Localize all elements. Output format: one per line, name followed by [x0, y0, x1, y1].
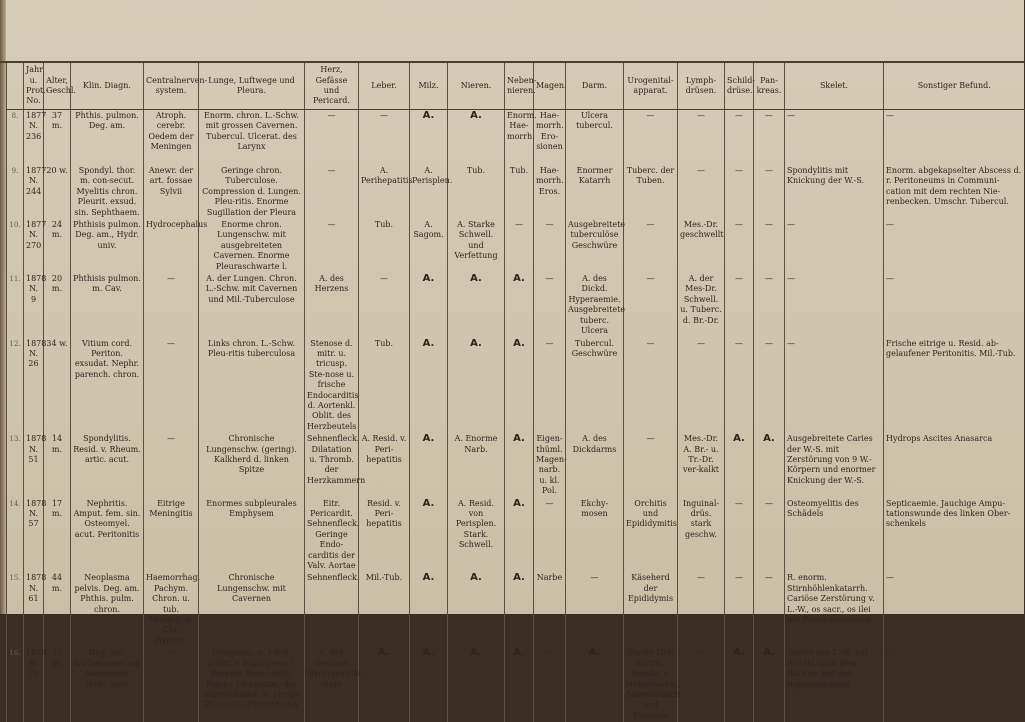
table-cell: A. Sagom. — [410, 219, 448, 273]
table-cell: Enorm. abgekapselter Abscess d. r. Peritoneums in Communi-cation mit dem rechten Nie-renbecken. Umschr. Tubercul. — [884, 165, 1025, 219]
table-cell: Neoplasma pelvis. Deg. am. Phthis. pulm. chron. — [71, 572, 144, 647]
col-header: Pan-kreas. — [754, 63, 785, 110]
header-row — [7, 63, 1025, 110]
table-cell: Frische eitrige u. Resid. ab-gelaufener Peritonitis. Mil.-Tub. — [884, 338, 1025, 434]
table-cell: — — [754, 338, 785, 434]
table-cell: Enormer Katarrh — [566, 165, 624, 219]
table-cell: Atroph. cerebr. Oedem der Meningen — [144, 110, 199, 166]
table-cell: 14 m. — [44, 433, 71, 497]
table-row — [7, 433, 1025, 497]
table-cell: Stenose d. mitr. u. tricusp. Ste-nose u. frische Endocarditis d. Aortenkl. Oblit. des Herzbeutels — [305, 338, 359, 434]
table-cell: — — [144, 338, 199, 434]
table-cell: — — [305, 219, 359, 273]
table-row — [7, 647, 1025, 722]
table-cell: — — [754, 273, 785, 337]
table-cell: 15. — [7, 572, 24, 647]
table-cell: Chronische Lungenschw. mit Cavernen — [199, 572, 305, 647]
table-cell: Vitium cord. Periton. exsudat. Nephr. parench. chron. — [71, 338, 144, 434]
table-cell: — — [534, 338, 566, 434]
table-cell: — — [884, 572, 1025, 647]
col-header: Neben-nieren. — [505, 63, 534, 110]
table-cell: — — [725, 273, 754, 337]
col-header: Magen. — [534, 63, 566, 110]
table-cell: 1877 N. 270 — [24, 219, 44, 273]
table-cell: Starke Ure-thritis. Verkäs. v. Nebenhoden, Samenbläsch. und Prostata — [624, 647, 678, 722]
table-cell: Compress. u. lobul. Infiltr. r. Emphysem l. Enorme Bron-chitis. Flache Ulceration. der Stimmbänder. R. eitrige Pleu-ritis. Hydrothorax — [199, 647, 305, 722]
table-cell: — — [624, 219, 678, 273]
table-cell: 1878 N. 9 — [24, 273, 44, 337]
col-header: Jahr u. Prot.-No. — [24, 63, 44, 110]
col-header — [7, 63, 24, 110]
table-cell: Eitr. Pericardit. Sehnenfleck. Geringe Endo-carditis der Valv. Aortae — [305, 498, 359, 573]
table-cell: Caries von L.-W. mit Fisteln nach dem Rücken und der Inguinalgegend — [785, 647, 884, 722]
table-cell: 17 m. — [44, 498, 71, 573]
table-cell: Ekchy-mosen — [566, 498, 624, 573]
table-cell: A. Perihepatitis — [359, 165, 410, 219]
table-cell: A. — [505, 647, 534, 722]
col-header: Nieren. — [448, 63, 505, 110]
table-cell: 34 w. — [44, 338, 71, 434]
table-cell: Spondylitis. Resid. v. Rheum. artic. acut. — [71, 433, 144, 497]
table-cell: Mes.-Dr. A. Br.- u. Tr.-Dr. ver-kalkt — [678, 433, 725, 497]
table-cell: — — [884, 273, 1025, 337]
table-cell: — — [305, 165, 359, 219]
table-row — [7, 165, 1025, 219]
table-cell: A. des Herzens — [305, 273, 359, 337]
table-cell: Enorm. Hae-morrh. — [505, 110, 534, 166]
table-cell: 9. — [7, 165, 24, 219]
table-cell: A. — [410, 110, 448, 166]
table-cell: A. — [410, 273, 448, 337]
table-cell: — — [785, 273, 884, 337]
table-cell: Käseherd der Epididymis — [624, 572, 678, 647]
table-cell: A. — [448, 647, 505, 722]
table-cell: Enorm. chron. L.-Schw. mit grossen Cavernen. Tubercul. Ulcerat. des Larynx — [199, 110, 305, 166]
table-row — [7, 572, 1025, 647]
table-cell: — — [678, 338, 725, 434]
table-row — [7, 219, 1025, 273]
table-cell: Deg. am. Wirbelcaries mit Abscessen. Hydr. univ. — [71, 647, 144, 722]
table-row — [7, 273, 1025, 337]
table-cell: — — [624, 338, 678, 434]
col-header: Herz, Gefässe und Pericard. — [305, 63, 359, 110]
table-cell: — — [754, 110, 785, 166]
table-cell: — — [785, 219, 884, 273]
table-cell: A. — [410, 433, 448, 497]
table-cell: Hydrocephalus — [144, 219, 199, 273]
table-cell: Tub. — [505, 165, 534, 219]
table-cell: — — [505, 219, 534, 273]
table-cell: Enorme chron. Lungenschw. mit ausgebreiteten Cavernen. Enorme Pleuraschwarte l. — [199, 219, 305, 273]
table-cell: Eitrige Meningitis — [144, 498, 199, 573]
table-cell: Tub. — [448, 165, 505, 219]
table-cell: — — [566, 572, 624, 647]
table-cell: A. Resid. v. Peri-hepatitis — [359, 433, 410, 497]
table-cell: Osteomyelitis des Schädels — [785, 498, 884, 573]
table-cell: Ulcera tubercul. — [566, 110, 624, 166]
table-cell: Hae-morrh. Eros. — [534, 165, 566, 219]
table-cell: — — [534, 219, 566, 273]
table-cell: 1878 N. 26 — [24, 338, 44, 434]
table-cell: 1878 N. 51 — [24, 433, 44, 497]
table-cell: Hydrops Ascites Anasarca — [884, 433, 1025, 497]
table-cell: A. — [410, 338, 448, 434]
table-cell: — — [678, 572, 725, 647]
table-cell: 1878 N. 73 — [24, 647, 44, 722]
col-header: Sonstiger Befund. — [884, 63, 1025, 110]
table-cell: — — [785, 338, 884, 434]
table-cell: 16. — [7, 647, 24, 722]
col-header: Darm. — [566, 63, 624, 110]
table-cell: — — [534, 647, 566, 722]
autopsy-table — [6, 63, 1025, 722]
table-cell: 20 w. — [44, 165, 71, 219]
table-cell: A. — [505, 273, 534, 337]
table-cell: Orchitis und Epididymitis — [624, 498, 678, 573]
table-cell: — — [754, 498, 785, 573]
table-cell: — — [754, 165, 785, 219]
table-cell: Tuberc. der Tuben. — [624, 165, 678, 219]
table-cell: Spondylitis mit Knickung der W.-S. — [785, 165, 884, 219]
table-cell: Inguinal-drüs. stark geschw. — [678, 498, 725, 573]
table-cell: Haemorrhag. Pachym. Chron. u. tub. Mening. d. Chr. Hydroc. — [144, 572, 199, 647]
table-cell: 1878 N. 57 — [24, 498, 44, 573]
table-cell: — — [884, 219, 1025, 273]
table-cell: — — [305, 110, 359, 166]
table-row — [7, 338, 1025, 434]
table-cell: A. — [359, 647, 410, 722]
table-cell: A. — [505, 338, 534, 434]
table-cell: 11. — [7, 273, 24, 337]
table-cell: A. der Herzens. Hydropericar-dium — [305, 647, 359, 722]
table-cell: A. — [410, 572, 448, 647]
table-cell: Anewr. der art. fossae Sylvii — [144, 165, 199, 219]
table-cell: Tub. — [359, 219, 410, 273]
table-cell: A. — [448, 110, 505, 166]
table-cell: Sehnenfleck. Dilatation u. Thromb. der Herzkammern — [305, 433, 359, 497]
table-cell: Enormes subpleurales Emphysem — [199, 498, 305, 573]
table-cell: Ausgebreitete tuberculöse Geschwüre — [566, 219, 624, 273]
table-cell: A. — [448, 338, 505, 434]
table-cell: — — [785, 110, 884, 166]
table-cell: Phthis. pulmon. Deg. am. — [71, 110, 144, 166]
table-cell: A. — [505, 498, 534, 573]
table-cell: Phthisis pulmon. Deg. am., Hydr. univ. — [71, 219, 144, 273]
table-cell: Ausgebreitete Caries der W.-S. mit Zerstörung von 9 W.-Körpern und enormer Knickung der W.-S. — [785, 433, 884, 497]
table-cell: — — [884, 110, 1025, 166]
table-cell: — — [884, 647, 1025, 722]
table-cell: — — [144, 647, 199, 722]
table-cell: — — [678, 110, 725, 166]
table-cell: A. — [754, 647, 785, 722]
table-cell: — — [624, 110, 678, 166]
table-cell: 1877 N. 236 — [24, 110, 44, 166]
table-cell: A. — [505, 433, 534, 497]
table-cell: 35 m. — [44, 647, 71, 722]
table-cell: A. — [566, 647, 624, 722]
col-header: Schild-drüse. — [725, 63, 754, 110]
table-cell: — — [534, 273, 566, 337]
table-cell: — — [754, 572, 785, 647]
table-cell: A. — [725, 647, 754, 722]
col-header: Leber. — [359, 63, 410, 110]
table-cell: A. — [754, 433, 785, 497]
table-cell: R. enorm. Stirnhöhlenkatarrh. Cariöse Zerstörung v. L.-W., os sacr., os ilei mit Psoas-abscessen. — [785, 572, 884, 647]
table-cell: 14. — [7, 498, 24, 573]
col-header: Urogenital-apparat. — [624, 63, 678, 110]
table-cell: A. des Dickd. Hyperaemie. Ausgebreitete tuberc. Ulcera — [566, 273, 624, 337]
table-cell: A. Starke Schwell. und Verfettung — [448, 219, 505, 273]
table-cell: 12. — [7, 338, 24, 434]
table-cell: 10. — [7, 219, 24, 273]
table-cell: Geringe chron. Tuberculose. Compression d. Lungen. Pleu-ritis. Enorme Sugillation der Pleura — [199, 165, 305, 219]
table-cell: Resid. v. Peri-hepatitis — [359, 498, 410, 573]
col-header: Skelet. — [785, 63, 884, 110]
table-cell: — — [725, 338, 754, 434]
table-cell: — — [534, 498, 566, 573]
table-cell: — — [624, 433, 678, 497]
table-row — [7, 498, 1025, 573]
table-cell: Hae-morrh. Ero-sionen — [534, 110, 566, 166]
table-cell: 8. — [7, 110, 24, 166]
table-cell: Tub. — [359, 338, 410, 434]
table-cell: 24 m. — [44, 219, 71, 273]
col-header: Alter, Geschl. — [44, 63, 71, 110]
col-header: Centralnerven-system. — [144, 63, 199, 110]
col-header: Lymph-drüsen. — [678, 63, 725, 110]
table-cell: A. — [725, 433, 754, 497]
table-cell: — — [678, 647, 725, 722]
table-row — [7, 110, 1025, 166]
table-cell: — — [725, 572, 754, 647]
table-cell: — — [725, 219, 754, 273]
col-header: Lunge, Luftwege und Pleura. — [199, 63, 305, 110]
table-cell: A. — [505, 572, 534, 647]
table-cell: Chronische Lungenschw. (gering). Kalkherd d. linken Spitze — [199, 433, 305, 497]
table-cell: 37 m. — [44, 110, 71, 166]
table-cell: Phthisis pulmon. m. Cav. — [71, 273, 144, 337]
table-cell: A. Perisplen. — [410, 165, 448, 219]
table-cell: — — [725, 498, 754, 573]
table-cell: — — [754, 219, 785, 273]
table-cell: — — [359, 273, 410, 337]
table-cell: — — [725, 165, 754, 219]
table-cell: 1877 N. 244 — [24, 165, 44, 219]
table-cell: — — [144, 433, 199, 497]
table-cell: A. — [410, 498, 448, 573]
table-cell: A. Resid. von Perisplen. Stark. Schwell. — [448, 498, 505, 573]
table-cell: Mes.-Dr. geschwellt — [678, 219, 725, 273]
table-cell: A. des Dickdarms — [566, 433, 624, 497]
table-cell: Tubercul. Geschwüre — [566, 338, 624, 434]
col-header: Milz. — [410, 63, 448, 110]
table-cell: — — [359, 110, 410, 166]
table-cell: — — [725, 110, 754, 166]
table-cell: — — [144, 273, 199, 337]
table-cell: Narbe — [534, 572, 566, 647]
table-cell: A. der Mes-Dr. Schwell. u. Tuberc. d. Br.-Dr. — [678, 273, 725, 337]
table-cell: 1878 N. 61 — [24, 572, 44, 647]
table-cell: A. — [410, 647, 448, 722]
table-cell: A. Enorme Narb. — [448, 433, 505, 497]
table-cell: Septicaemie. Jauchige Ampu-tationswunde des linken Ober-schenkels — [884, 498, 1025, 573]
table-cell: 44 m. — [44, 572, 71, 647]
table-cell: Links chron. L.-Schw. Pleu-ritis tuberculosa — [199, 338, 305, 434]
table-cell: Eigen-thüml. Magen-narb. u. kl. Pol. — [534, 433, 566, 497]
table-cell: Mil.-Tub. — [359, 572, 410, 647]
table-cell: — — [678, 165, 725, 219]
table-cell: A. — [448, 572, 505, 647]
table-cell: 13. — [7, 433, 24, 497]
table-cell: A. — [448, 273, 505, 337]
table-cell: — — [624, 273, 678, 337]
col-header: Klin. Diagn. — [71, 63, 144, 110]
table-cell: Sehnenfleck. — [305, 572, 359, 647]
table-cell: Nephritis. Amput. fem. sin. Osteomyel. acut. Peritonitis — [71, 498, 144, 573]
table-cell: 20 m. — [44, 273, 71, 337]
table-cell: A. der Lungen. Chron. L.-Schw. mit Cavernen und Mil.-Tuberculose — [199, 273, 305, 337]
table-cell: Spondyl. thor. m. con-secut. Myelitis chron. Pleurit. exsud. sin. Sephthaem. — [71, 165, 144, 219]
